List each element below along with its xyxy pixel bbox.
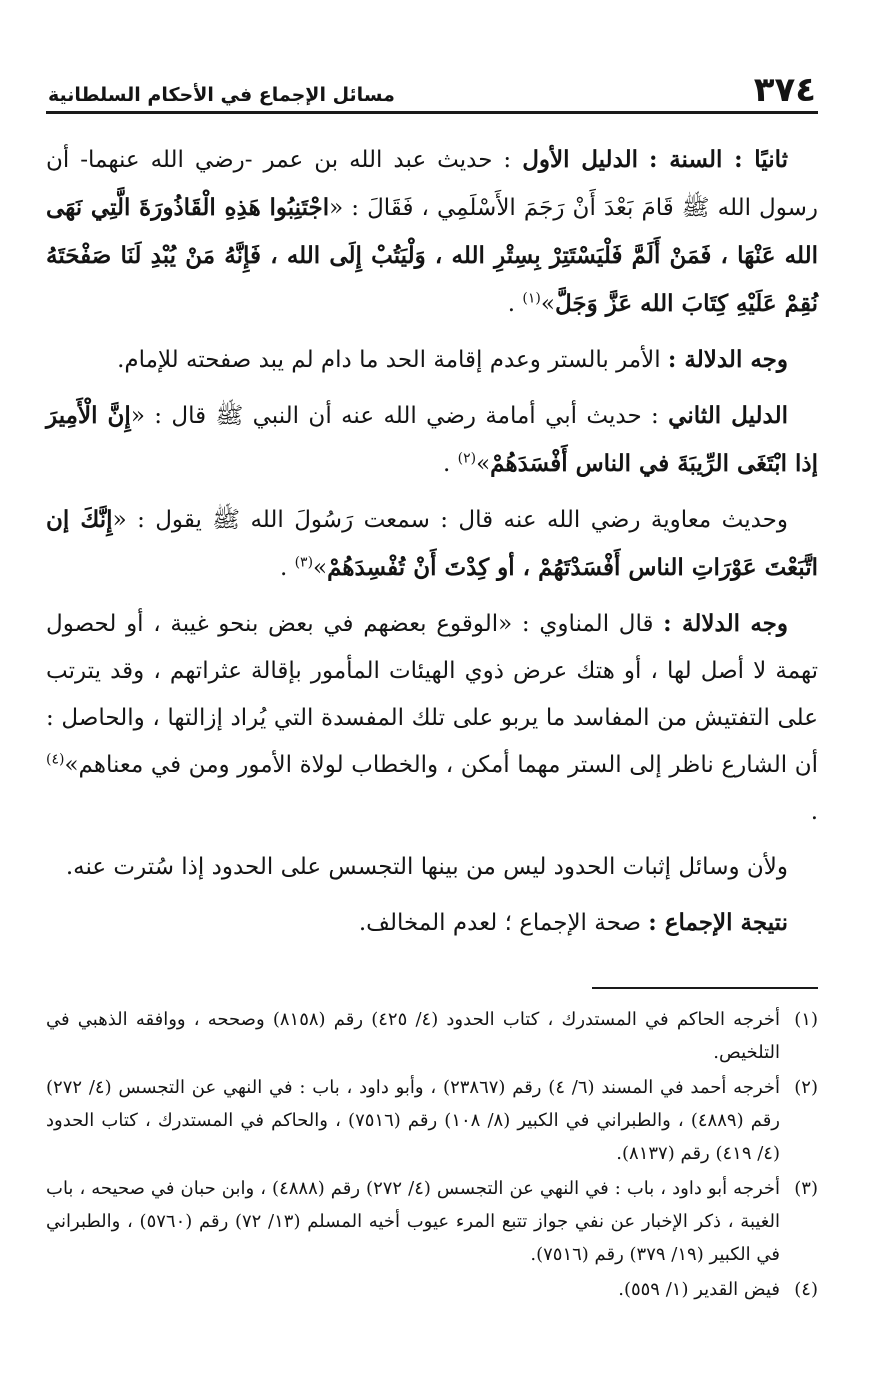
footnote-text: أخرجه الحاكم في المستدرك ، كتاب الحدود (٤/ ٤٢٥) رقم (٨١٥٨) وصححه ، ووافقه الذهبي في التلخيص. bbox=[46, 1009, 780, 1063]
page-number: ٣٧٤ bbox=[753, 70, 816, 110]
footnote-item bbox=[46, 1273, 818, 1306]
sentence-end: . bbox=[443, 451, 458, 477]
page-header bbox=[46, 60, 818, 114]
footnote-ref[interactable]: (٤) bbox=[46, 751, 65, 768]
footnote-text: أخرجه أبو داود ، باب : في النهي عن التجسس (٤/ ٢٧٢) رقم (٤٨٨٨) ، وابن حبان في صحيحه ، باب الغيبة ، ذكر الإخبار عن نفي جواز تتبع المرء عيوب أخيه المسلم (١٣/ ٧٢) رقم (٥٧٦٠) ، والطبراني في الكبير (١٩/ ٣٧٩) رقم (٧٥١٦). bbox=[46, 1178, 781, 1265]
paragraph-indication-2 bbox=[46, 600, 818, 836]
footnote-divider bbox=[592, 987, 818, 989]
footnote-text: أخرجه أحمد في المسند (٦/ ٤) رقم (٢٣٨٦٧) ، وأبو داود ، باب : في النهي عن التجسس (٤/ ٢٧٢) رقم (٤٨٨٩) ، والطبراني في الكبير (٨/ ١٠٨) رقم (٧٥١٦) ، والحاكم في المستدرك ، كتاب الحدود (٤/ ٤١٩) رقم (٨١٣٧). bbox=[46, 1077, 781, 1164]
paragraph-consensus-result bbox=[46, 899, 818, 947]
quote-close: » bbox=[476, 451, 491, 477]
footnote-text: فيض القدير (١/ ٥٥٩). bbox=[618, 1279, 780, 1300]
paragraph-indication-1 bbox=[46, 336, 818, 384]
paragraph-first-evidence bbox=[46, 136, 818, 328]
result-label: نتيجة الإجماع : bbox=[648, 909, 788, 936]
hadith-text: إِنَّكَ إن اتَّبَعْتَ عَوْرَاتِ الناس أَفْسَدْتَهُمْ ، أو كِدْتَ أَنْ تُفْسِدَهُمْ bbox=[46, 506, 818, 581]
paragraph-means-of-proof bbox=[46, 844, 818, 891]
indication-text: قال المناوي : «الوقوع بعضهم في بعض بنحو غيبة ، أو لحصول تهمة لا أصل لها ، أو هتك عرض ذوي الهيئات المأمور بإقالة عثراتهم ، وقد يترتب على التفتيش من المفاسد ما يربو على تلك المفسدة التي يُراد إزالتها ، والحاصل : أن الشارع ناظر إلى الستر مهما أمكن ، والخطاب لولاة الأمور ومن في معناهم» bbox=[46, 611, 818, 778]
indication-label: وجه الدلالة : bbox=[663, 610, 789, 637]
sentence-end: . bbox=[279, 555, 295, 581]
evidence-label: الدليل الثاني bbox=[668, 402, 788, 429]
result-text: صحة الإجماع ؛ لعدم المخالف. bbox=[358, 910, 649, 936]
hadith-text: إِنَّ الْأَمِيرَ إذا ابْتَغَى الرِّيبَةَ في الناس أَفْسَدَهُمْ bbox=[46, 402, 818, 477]
page-content bbox=[46, 60, 818, 1308]
footnote-item bbox=[46, 1003, 818, 1069]
quote-close: » bbox=[540, 291, 555, 317]
paragraph-second-evidence bbox=[46, 392, 818, 488]
sentence-end: . bbox=[507, 291, 523, 317]
running-title: مسائل الإجماع في الأحكام السلطانية bbox=[48, 84, 395, 107]
footnote-ref[interactable]: (١) bbox=[522, 290, 541, 307]
section-label: ثانيًا : السنة : bbox=[649, 146, 789, 173]
evidence-label: الدليل الأول bbox=[522, 146, 639, 173]
indication-label: وجه الدلالة : bbox=[667, 346, 788, 373]
footnote-number: (٤) bbox=[794, 1279, 818, 1300]
footnotes-section bbox=[46, 1003, 818, 1306]
hadith-text: اجْتَنِبُوا هَذِهِ الْقَاذُورَةَ الَّتِي نَهَى الله عَنْهَا ، فَمَنْ أَلَمَّ فَلْيَسْتَتِرْ بِسِتْرِ الله ، وَلْيَتُبْ إِلَى الله ، فَإِنَّهُ مَنْ يُبْدِ لَنَا صَفْحَتَهُ نُقِمْ عَلَيْهِ كِتَابَ الله عَزَّ وَجَلَّ bbox=[46, 194, 818, 317]
paragraph-muawiya-hadith bbox=[46, 496, 818, 592]
narration-text: وحديث معاوية رضي الله عنه قال : سمعت رَسُولَ الله ﷺ يقول : « bbox=[112, 507, 788, 533]
narration-text: : حديث عبد الله بن عمر -رضي الله عنهما- أن رسول الله ﷺ قَامَ بَعْدَ أَنْ رَجَمَ الأَسْلَمِي ، فَقَالَ : « bbox=[46, 147, 818, 221]
footnote-item bbox=[46, 1071, 818, 1170]
paragraph-text: ولأن وسائل إثبات الحدود ليس من بينها التجسس على الحدود إذا سُترت عنه. bbox=[65, 854, 788, 880]
footnote-item bbox=[46, 1172, 818, 1271]
indication-text: الأمر بالستر وعدم إقامة الحد ما دام لم يبد صفحته للإمام. bbox=[117, 347, 668, 373]
footnote-ref[interactable]: (٣) bbox=[294, 554, 314, 571]
footnote-number: (١) bbox=[794, 1009, 818, 1030]
footnote-ref[interactable]: (٢) bbox=[457, 450, 477, 467]
sentence-end: . bbox=[810, 799, 818, 825]
footnote-number: (٢) bbox=[794, 1077, 818, 1098]
footnote-number: (٣) bbox=[794, 1178, 818, 1199]
narration-text: : حديث أبي أمامة رضي الله عنه أن النبي ﷺ قال : « bbox=[130, 403, 659, 429]
main-text bbox=[46, 136, 818, 947]
quote-close: » bbox=[313, 555, 328, 581]
